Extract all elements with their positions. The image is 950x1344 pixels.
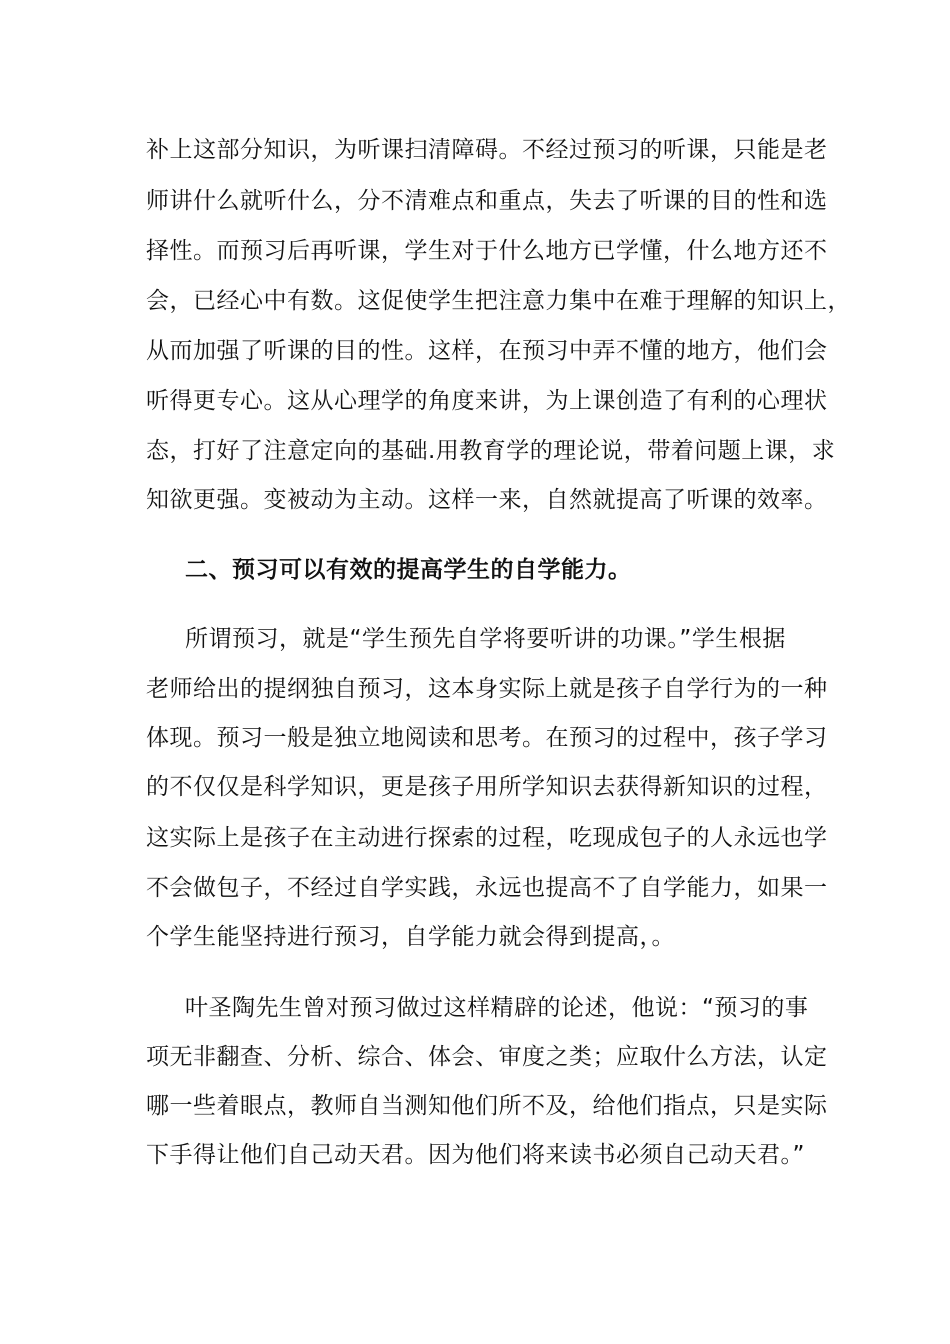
section-heading: 二、预习可以有效的提高学生的自学能力。 <box>185 557 632 583</box>
paragraph-2-line-7: 个学生能坚持进行预习，自学能力就会得到提高，。 <box>146 924 675 950</box>
paragraph-1-line-1: 补上这部分知识，为听课扫清障碍。不经过预习的听课，只能是老 <box>146 137 828 163</box>
paragraph-3-line-2: 项无非翻查、分析、综合、体会、审度之类；应取什么方法，认定 <box>146 1044 828 1070</box>
paragraph-1-line-3: 择性。而预习后再听课，学生对于什么地方已学懂，什么地方还不 <box>146 238 828 264</box>
paragraph-1-line-8: 知欲更强。变被动为主动。这样一来，自然就提高了听课的效率。 <box>146 487 828 513</box>
paragraph-1-line-5: 从而加强了听课的目的性。这样，在预习中弄不懂的地方，他们会 <box>146 338 828 364</box>
paragraph-3-line-4: 下手得让他们自己动天君。因为他们将来读书必须自己动天君。” <box>146 1142 805 1168</box>
paragraph-2-line-2: 老师给出的提纲独自预习，这本身实际上就是孩子自学行为的一种 <box>146 676 828 702</box>
paragraph-1-line-2: 师讲什么就听什么，分不清难点和重点，失去了听课的目的性和选 <box>146 188 828 214</box>
paragraph-3-line-3: 哪一些着眼点，教师自当测知他们所不及，给他们指点，只是实际 <box>146 1093 828 1119</box>
paragraph-1-line-4: 会，已经心中有数。这促使学生把注意力集中在难于理解的知识上， <box>146 288 851 314</box>
paragraph-2-line-3: 体现。预习一般是独立地阅读和思考。在预习的过程中，孩子学习 <box>146 725 828 751</box>
paragraph-2-line-6: 不会做包子，不经过自学实践，永远也提高不了自学能力，如果一 <box>146 875 828 901</box>
paragraph-2-line-1: 所谓预习，就是“学生预先自学将要听讲的功课。”学生根据 <box>185 626 786 652</box>
paragraph-1-line-6: 听得更专心。这从心理学的角度来讲，为上课创造了有利的心理状 <box>146 388 828 414</box>
paragraph-2-line-5: 这实际上是孩子在主动进行探索的过程，吃现成包子的人永远也学 <box>146 825 828 851</box>
paragraph-1-line-7: 态，打好了注意定向的基础.用教育学的理论说，带着问题上课，求 <box>146 438 836 464</box>
paragraph-2-line-4: 的不仅仅是科学知识，更是孩子用所学知识去获得新知识的过程， <box>146 774 828 800</box>
paragraph-3-line-1: 叶圣陶先生曾对预习做过这样精辟的论述，他说：“预习的事 <box>185 995 809 1021</box>
